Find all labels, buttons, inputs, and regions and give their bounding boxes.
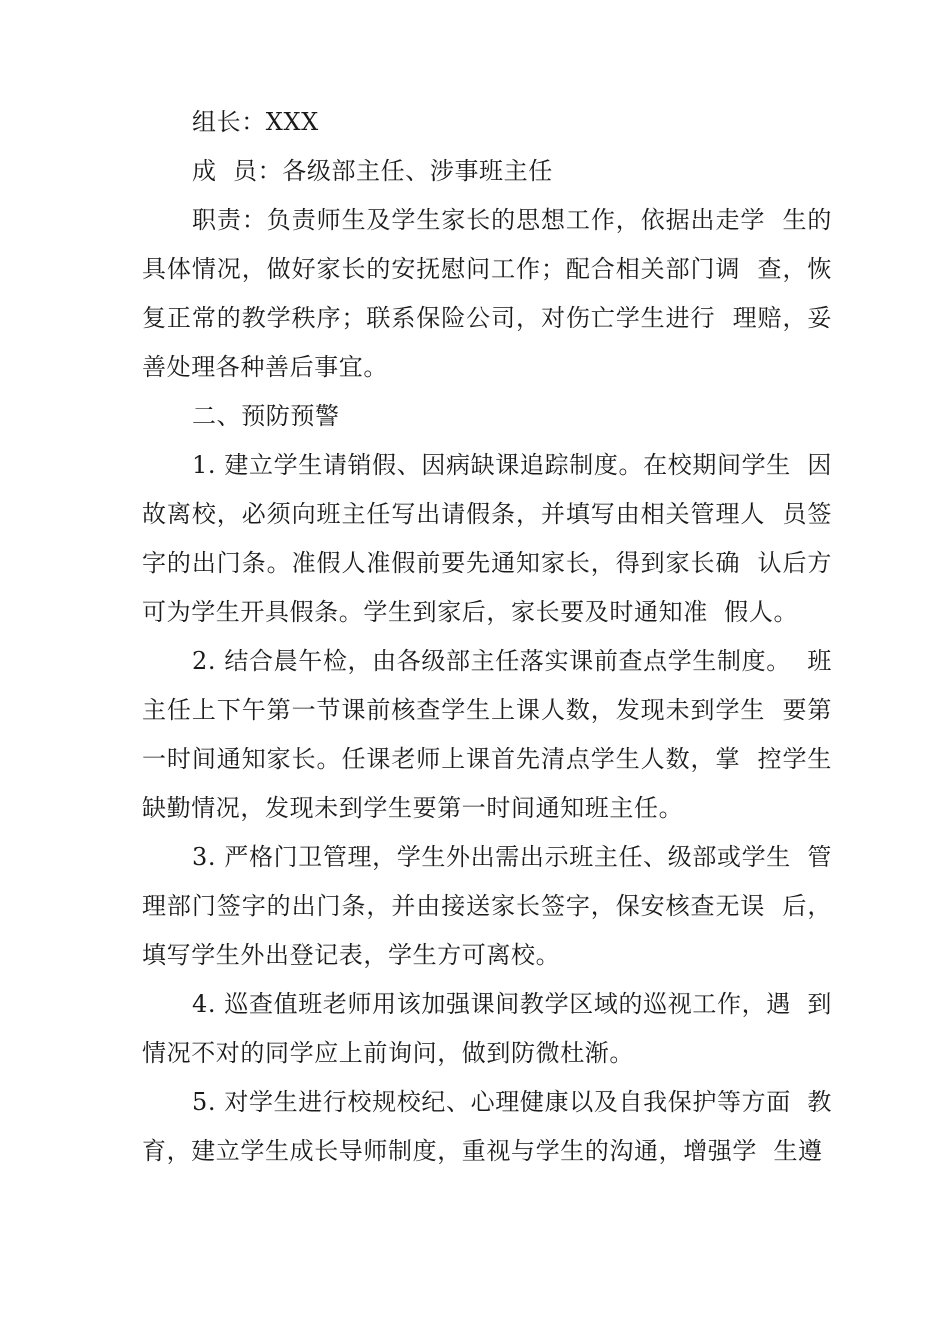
item-2-paragraph: 2. 结合晨午检，由各级部主任落实课前查点学生制度。 班主任上下午第一节课前核查学生上课人数，发现未到学生 要第一时间通知家长。任课老师上课首先清点学生人数，掌 控学生缺勤情况，发现未到学生要第一时间通知班主任。 <box>142 647 832 822</box>
duties-paragraph: 职责：负责师生及学生家长的思想工作，依据出走学 生的具体情况，做好家长的安抚慰问工作；配合相关部门调 查，恢复正常的教学秩序；联系保险公司，对伤亡学生进行 理赔，妥善处理各种善后事宜。 <box>142 206 832 381</box>
item-4-paragraph: 4. 巡查值班老师用该加强课间教学区域的巡视工作，遇 到情况不对的同学应上前询问，做到防微杜渐。 <box>142 990 832 1067</box>
members-line: 成 员：各级部主任、涉事班主任 <box>192 157 553 185</box>
item-5-paragraph: 5. 对学生进行校规校纪、心理健康以及自我保护等方面 教育，建立学生成长导师制度，重视与学生的沟通，增强学 生遵 <box>142 1088 832 1165</box>
section-heading: 二、预防预警 <box>192 402 340 430</box>
item-3-paragraph: 3. 严格门卫管理，学生外出需出示班主任、级部或学生 管理部门签字的出门条，并由接送家长签字，保安核查无误 后，填写学生外出登记表，学生方可离校。 <box>142 843 832 969</box>
item-1-paragraph: 1. 建立学生请销假、因病缺课追踪制度。在校期间学生 因故离校，必须向班主任写出请假条，并填写由相关管理人 员签字的出门条。准假人准假前要先通知家长，得到家长确 认后方可为学生开具假条。学生到家后，家长要及时通知准 假人。 <box>142 451 832 626</box>
leader-line: 组长：XXX <box>192 108 319 136</box>
document-body <box>142 98 832 1176</box>
